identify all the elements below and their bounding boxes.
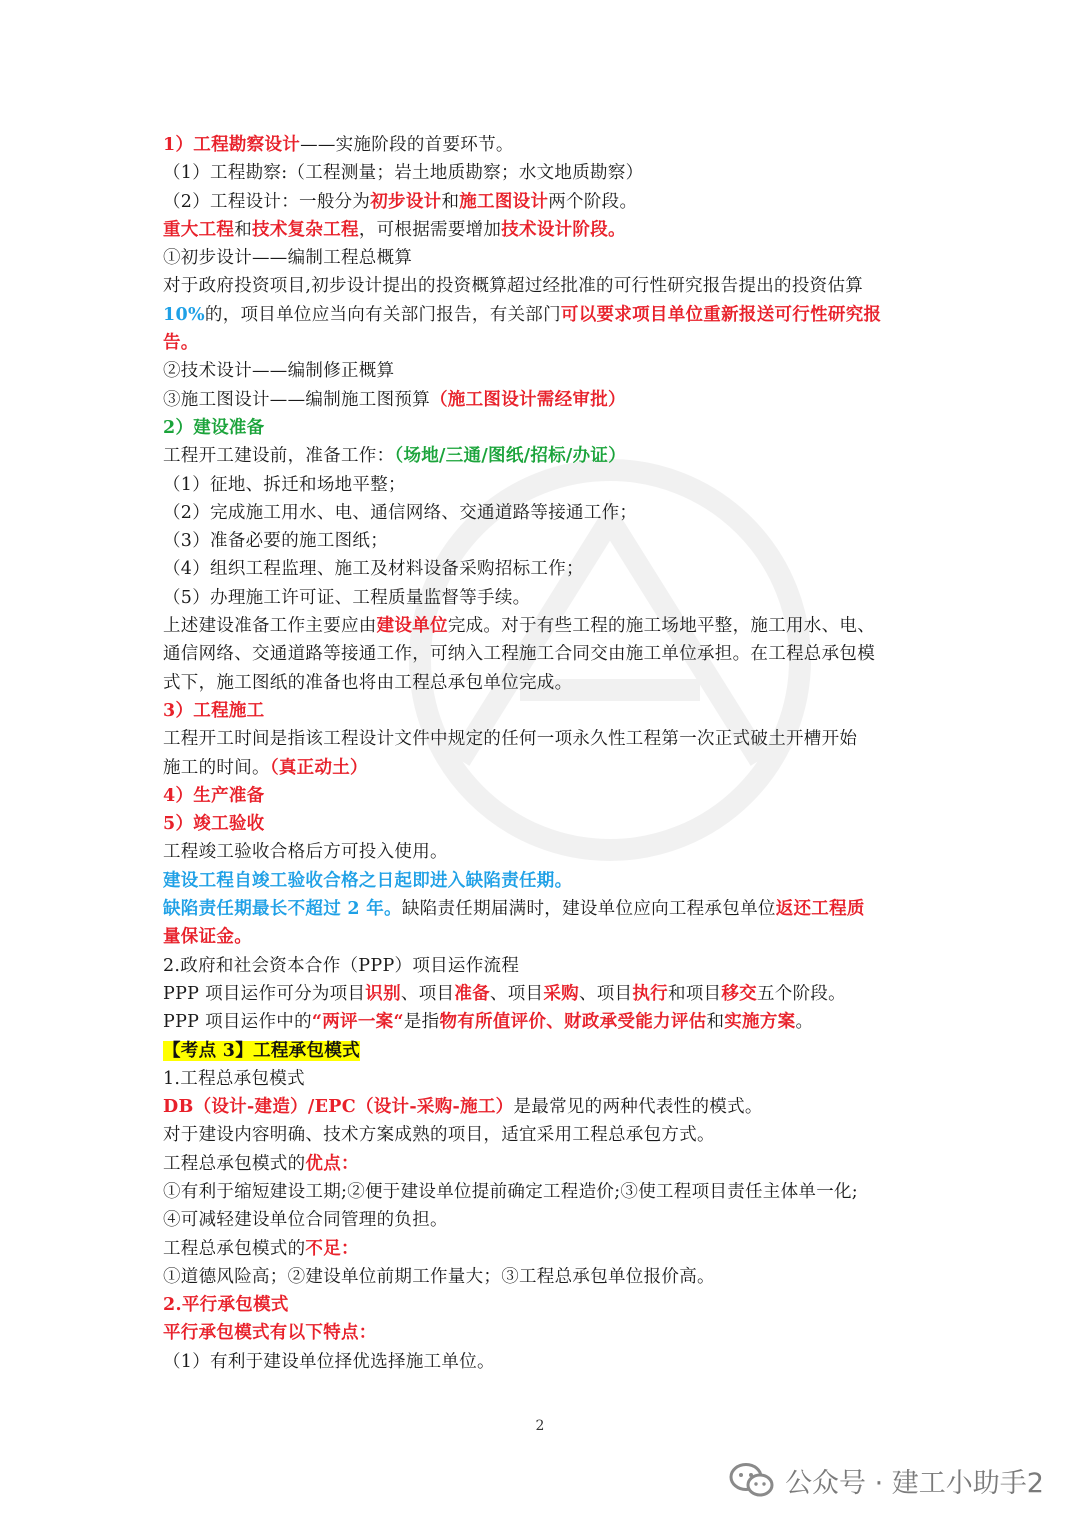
text-segment: 施工的时间。 [163, 757, 270, 778]
text-segment: 平行承包模式有以下特点： [163, 1323, 377, 1344]
text-segment: 采购 [543, 983, 579, 1004]
text-segment: 执行 [632, 983, 668, 1004]
text-segment: 完成。对于有些工程的施工场地平整，施工用水、电、 [447, 616, 876, 637]
text-line [163, 216, 923, 244]
text-segment: （施工图设计需经审批） [430, 389, 626, 410]
text-segment: 2）建设准备 [163, 417, 265, 438]
text-segment: 施工图设计 [459, 191, 549, 212]
text-segment: 建设工程自竣工验收合格之日起即进入缺陷责任期。 [163, 870, 573, 891]
text-segment: 3）工程施工 [163, 700, 265, 721]
text-segment: 工程开工时间是指该工程设计文件中规定的任何一项永久性工程第一次正式破土开槽开始 [163, 729, 858, 750]
text-line [163, 838, 923, 866]
text-segment: 工程开工建设前，准备工作： [163, 446, 395, 467]
text-line [163, 1178, 923, 1206]
text-segment: DB（设计-建造）/EPC（设计-采购-施工） [163, 1097, 514, 1118]
text-segment: 。 [795, 1012, 814, 1033]
text-segment: 的，项目单位应当向有关部门报告，有关部门 [204, 304, 561, 325]
text-segment: 式下，施工图纸的准备也将由工程总承包单位完成。 [163, 672, 573, 693]
text-line [163, 1263, 923, 1291]
text-segment: 技术复杂工程 [252, 219, 359, 240]
text-segment: ②技术设计——编制修正概算 [163, 361, 395, 382]
text-line [163, 1065, 923, 1093]
text-segment: （真正动土） [269, 757, 368, 778]
text-segment: 1）工程勘察设计 [163, 135, 301, 155]
text-segment: 对于政府投资项目,初步设计提出的投资概算超过经批准的可行性研究报告提出的投资估算 [163, 276, 864, 297]
text-line [163, 1008, 923, 1036]
text-segment: 工程总承包模式的 [163, 1153, 306, 1174]
text-segment: ——实施阶段的首要环节。 [300, 135, 514, 155]
text-segment: 对于建设内容明确、技术方案成熟的项目，适宜采用工程总承包方式。 [163, 1125, 715, 1146]
text-segment: ①初步设计——编制工程总概算 [163, 248, 413, 269]
text-segment: 和 [706, 1012, 725, 1033]
text-line [163, 782, 923, 810]
text-line [163, 952, 923, 980]
text-segment: 缺陷责任期届满时，建设单位应向工程承包单位 [401, 899, 776, 920]
text-segment: 工程竣工验收合格后方可投入使用。 [163, 842, 448, 863]
wechat-icon [729, 1462, 775, 1498]
text-line [163, 1121, 923, 1149]
text-segment: 是最常见的两种代表性的模式。 [513, 1097, 763, 1118]
text-segment: 和 [441, 191, 460, 212]
text-line [163, 555, 923, 583]
text-segment: PPP 项目运作可分为项目 [163, 983, 366, 1004]
text-line [163, 131, 923, 159]
text-segment: ①有利于缩短建设工期;②便于建设单位提前确定工程造价;③使工程项目责任主体单一化; [163, 1181, 858, 1202]
text-line [163, 867, 923, 895]
document-body [163, 131, 923, 1376]
text-line [163, 188, 923, 216]
text-segment: 准备 [454, 983, 490, 1004]
text-segment: 上述建设准备工作主要应由 [163, 616, 377, 637]
text-segment: 10% [163, 304, 205, 325]
text-segment: （1）征地、拆迁和场地平整； [163, 474, 406, 495]
text-segment: 可以要求项目单位重新报送可行性研究报 [560, 304, 882, 325]
text-line [163, 1291, 923, 1319]
text-segment: 物有所值评价、财政承受能力评估 [439, 1012, 707, 1033]
text-segment: ③施工图设计——编制施工图预算 [163, 389, 430, 410]
text-line [163, 810, 923, 838]
text-segment: 、项目 [489, 983, 544, 1004]
text-line [163, 272, 923, 300]
text-segment: 返还工程质 [775, 899, 865, 920]
text-line [163, 471, 923, 499]
text-line [163, 527, 923, 555]
text-line [163, 1037, 923, 1065]
text-segment: 移交 [721, 983, 757, 1004]
text-line [163, 386, 923, 414]
text-line [163, 414, 923, 442]
text-segment: 5）竣工验收 [163, 814, 265, 835]
text-line [163, 980, 923, 1008]
page-number: 2 [535, 1418, 545, 1434]
text-segment: （2）完成施工用水、电、通信网络、交通道路等接通工作； [163, 502, 638, 523]
text-segment: 【考点 3】工程承包模式 [163, 1040, 360, 1061]
text-segment: 4）生产准备 [163, 785, 265, 806]
text-segment: 是指 [403, 1012, 440, 1033]
text-line [163, 244, 923, 272]
text-segment: （4）组织工程监理、施工及材料设备采购招标工作； [163, 559, 584, 580]
text-line [163, 923, 923, 951]
text-line [163, 1093, 923, 1121]
text-line [163, 725, 923, 753]
text-line [163, 640, 923, 668]
text-line [163, 329, 923, 357]
text-segment: ，可根据需要增加 [358, 219, 502, 240]
text-line [163, 697, 923, 725]
text-segment: 不足： [305, 1238, 359, 1259]
text-line [163, 357, 923, 385]
text-segment: 优点： [305, 1153, 359, 1174]
text-segment: 1.工程总承包模式 [163, 1068, 305, 1089]
text-segment: 初步设计 [370, 191, 442, 212]
text-line [163, 669, 923, 697]
text-segment: 两个阶段。 [548, 191, 638, 212]
text-segment: 和 [234, 219, 253, 240]
text-line [163, 612, 923, 640]
text-line [163, 301, 923, 329]
text-line [163, 1319, 923, 1347]
text-segment: 量保证金。 [163, 927, 252, 948]
text-segment: 识别 [365, 983, 401, 1004]
text-segment: 告。 [163, 333, 199, 354]
footer-account[interactable] [729, 1460, 1044, 1500]
text-line [163, 159, 923, 187]
text-line [163, 442, 923, 470]
text-segment: （1）工程勘察:（工程测量；岩土地质勘察；水文地质勘察） [163, 163, 644, 184]
text-line [163, 1348, 923, 1376]
text-segment: 重大工程 [163, 219, 235, 240]
text-segment: 建设单位 [376, 616, 448, 637]
text-segment: 、项目 [578, 983, 633, 1004]
text-segment: 、项目 [400, 983, 455, 1004]
text-line [163, 1235, 923, 1263]
text-segment: PPP 项目运作中的 [163, 1012, 312, 1033]
text-segment: 通信网络、交通道路等接通工作，可纳入工程施工合同交由施工单位承担。在工程总承包模 [163, 644, 875, 665]
text-segment: （5）办理施工许可证、工程质量监督等手续。 [163, 587, 531, 608]
text-segment: 缺陷责任期最长不超过 2 年。 [163, 899, 402, 920]
text-segment: （场地/三通/图纸/招标/办证） [394, 446, 627, 467]
text-segment: 技术设计阶段。 [501, 219, 626, 240]
text-line [163, 895, 923, 923]
text-segment: （2）工程设计：一般分为 [163, 191, 371, 212]
text-line [163, 499, 923, 527]
text-line [163, 1150, 923, 1178]
text-segment: ①道德风险高；②建设单位前期工作量大；③工程总承包单位报价高。 [163, 1266, 715, 1287]
text-segment: ④可减轻建设单位合同管理的负担。 [163, 1210, 448, 1231]
footer-text: 公众号 · 建工小助手2 [785, 1467, 1044, 1499]
text-segment: “两评一案“ [311, 1012, 404, 1033]
text-segment: 工程总承包模式的 [163, 1238, 306, 1259]
text-line [163, 754, 923, 782]
text-segment: （3）准备必要的施工图纸； [163, 531, 389, 552]
text-segment: 五个阶段。 [756, 983, 846, 1004]
text-line [163, 1206, 923, 1234]
text-line [163, 584, 923, 612]
text-segment: 和项目 [667, 983, 722, 1004]
text-segment: 2.平行承包模式 [163, 1295, 289, 1316]
text-segment: （1）有利于建设单位择优选择施工单位。 [163, 1351, 495, 1372]
text-segment: 实施方案 [724, 1012, 796, 1033]
text-segment: 2.政府和社会资本合作（PPP）项目运作流程 [163, 955, 520, 976]
